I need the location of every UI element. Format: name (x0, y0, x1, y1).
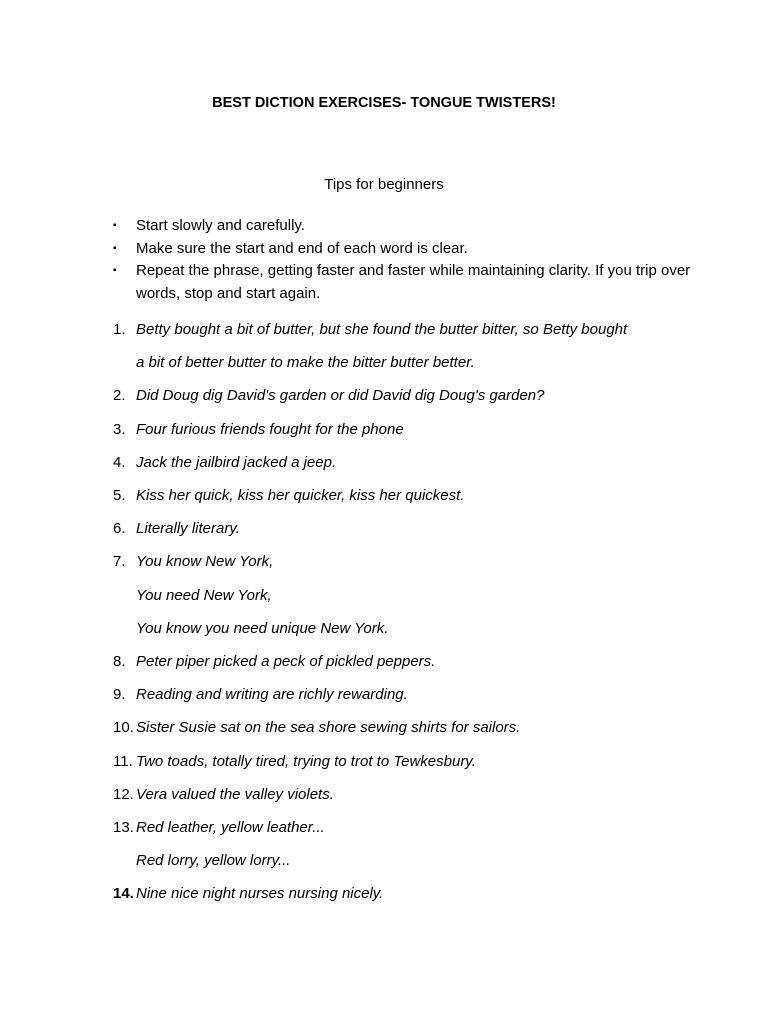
twister-line: Peter piper picked a peck of pickled peppers. (136, 653, 436, 670)
twister-number: 12. (113, 785, 134, 803)
tips-heading: Tips for beginners (324, 176, 444, 193)
twister-number: 8. (113, 653, 126, 670)
twister-line: Nine nice night nurses nursing nicely. (136, 885, 384, 903)
twister-line: You need New York, (136, 586, 272, 604)
twister-line: Literally literary. (136, 520, 240, 538)
twister-line: a bit of better butter to make the bitter butter better. (136, 354, 475, 372)
tip-text: Start slowly and carefully. (136, 217, 305, 234)
twister-number: 3. (113, 420, 126, 438)
twister-number: 1. (113, 321, 126, 338)
tip-text: Repeat the phrase, getting faster and faster while maintaining clarity. If you trip over words, stop and start again. (136, 262, 691, 302)
bullet-icon: ▪ (113, 265, 117, 276)
tip-text: Make sure the start and end of each word is clear. (136, 239, 468, 257)
twister-number: 11. (113, 752, 133, 770)
twister-line: Sister Susie sat on the sea shore sewing shirts for sailors. (136, 719, 521, 737)
twister-line: Red leather, yellow leather... (136, 819, 325, 836)
twister-line: You know New York, (136, 553, 274, 571)
twister-number: 9. (113, 686, 126, 704)
twister-line: Kiss her quick, kiss her quicker, kiss her quickest. (136, 487, 465, 504)
twister-number: 14. (113, 885, 134, 903)
twister-number: 5. (113, 487, 126, 504)
twister-line: Reading and writing are richly rewarding. (136, 686, 408, 704)
twister-line: Jack the jailbird jacked a jeep. (136, 453, 337, 471)
twister-line: Four furious friends fought for the phone (136, 420, 404, 438)
twister-number: 2. (113, 387, 126, 405)
twister-number: 10. (113, 719, 134, 737)
twister-number: 6. (113, 520, 126, 538)
twister-number: 4. (113, 453, 126, 471)
page-title: BEST DICTION EXERCISES- TONGUE TWISTERS! (212, 95, 556, 111)
twister-line: You know you need unique New York. (136, 619, 389, 637)
twister-line: Two toads, totally tired, trying to trot to Tewkesbury. (136, 752, 476, 770)
twister-number: 7. (113, 553, 126, 571)
twister-line: Red lorry, yellow lorry... (136, 852, 291, 870)
twister-line: Did Doug dig David's garden or did David dig Doug's garden? (136, 387, 545, 405)
twister-number: 13. (113, 819, 134, 836)
bullet-icon: ▪ (113, 242, 117, 254)
bullet-icon: ▪ (113, 220, 117, 231)
twister-line: Vera valued the valley violets. (136, 785, 334, 803)
twister-line: Betty bought a bit of butter, but she found the butter bitter, so Betty bought (136, 321, 628, 338)
